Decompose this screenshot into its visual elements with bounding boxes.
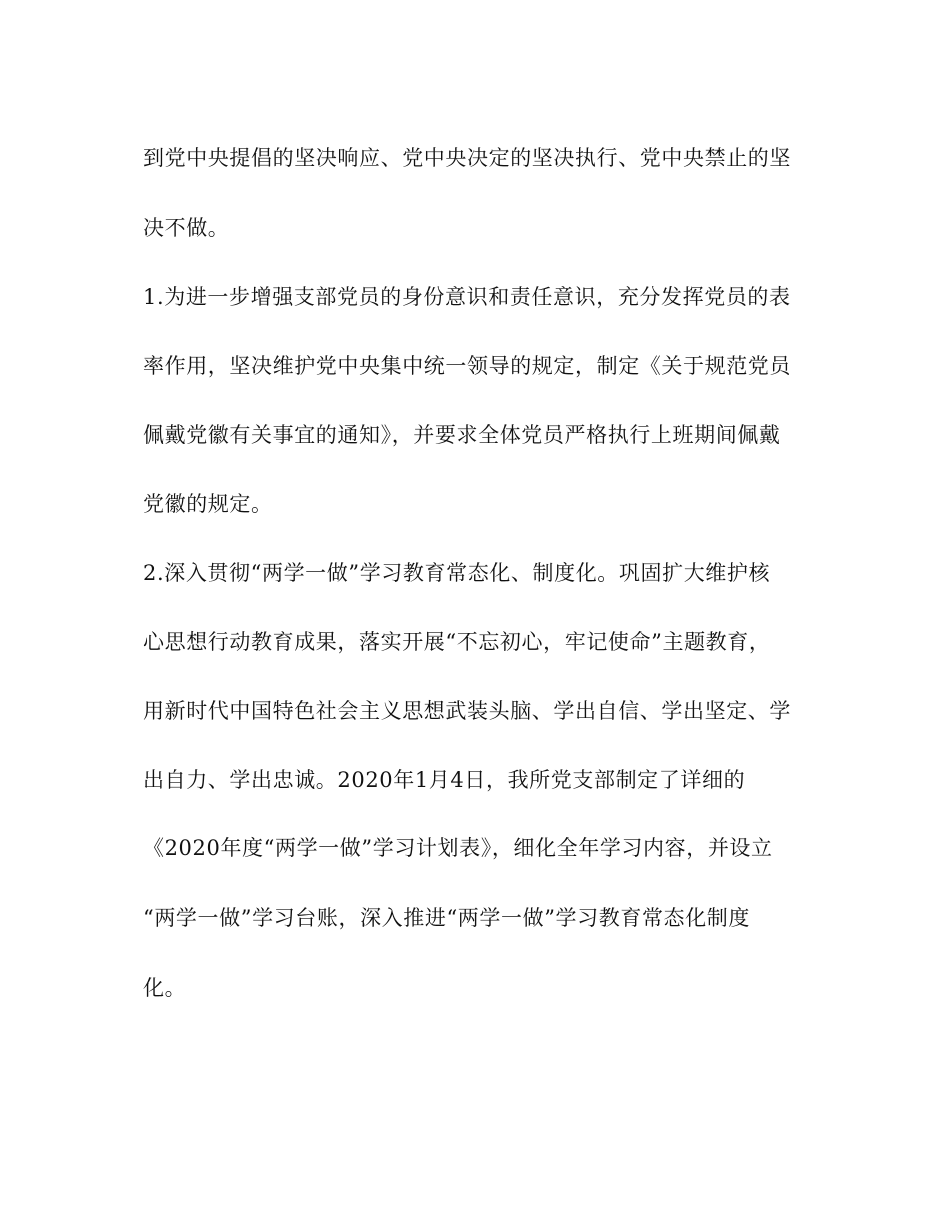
paragraph-line: 《2020年度“两学一做”学习计划表》，细化全年学习内容，并设立 <box>143 836 773 860</box>
paragraph-line: 1.为进一步增强支部党员的身份意识和责任意识，充分发挥党员的表 <box>143 285 791 309</box>
paragraph-line: 佩戴党徽有关事宜的通知》，并要求全体党员严格执行上班期间佩戴 <box>143 423 781 447</box>
paragraph-line: 用新时代中国特色社会主义思想武装头脑、学出自信、学出坚定、学 <box>143 699 791 723</box>
paragraph-line: 心思想行动教育成果，落实开展“不忘初心，牢记使命”主题教育， <box>143 630 771 654</box>
paragraph-line: “两学一做”学习台账，深入推进“两学一做”学习教育常态化制度 <box>143 906 750 930</box>
paragraph-line: 出自力、学出忠诚。2020年1月4日，我所党支部制定了详细的 <box>143 768 746 792</box>
paragraph-line: 化。 <box>143 976 187 1000</box>
paragraph-line: 决不做。 <box>143 216 230 240</box>
paragraph-line: 率作用，坚决维护党中央集中统一领导的规定，制定《关于规范党员 <box>143 354 791 378</box>
paragraph-line: 党徽的规定。 <box>143 492 273 516</box>
paragraph-line: 到党中央提倡的坚决响应、党中央决定的坚决执行、党中央禁止的坚 <box>143 146 791 170</box>
paragraph-line: 2.深入贯彻“两学一做”学习教育常态化、制度化。巩固扩大维护核 <box>143 561 771 585</box>
